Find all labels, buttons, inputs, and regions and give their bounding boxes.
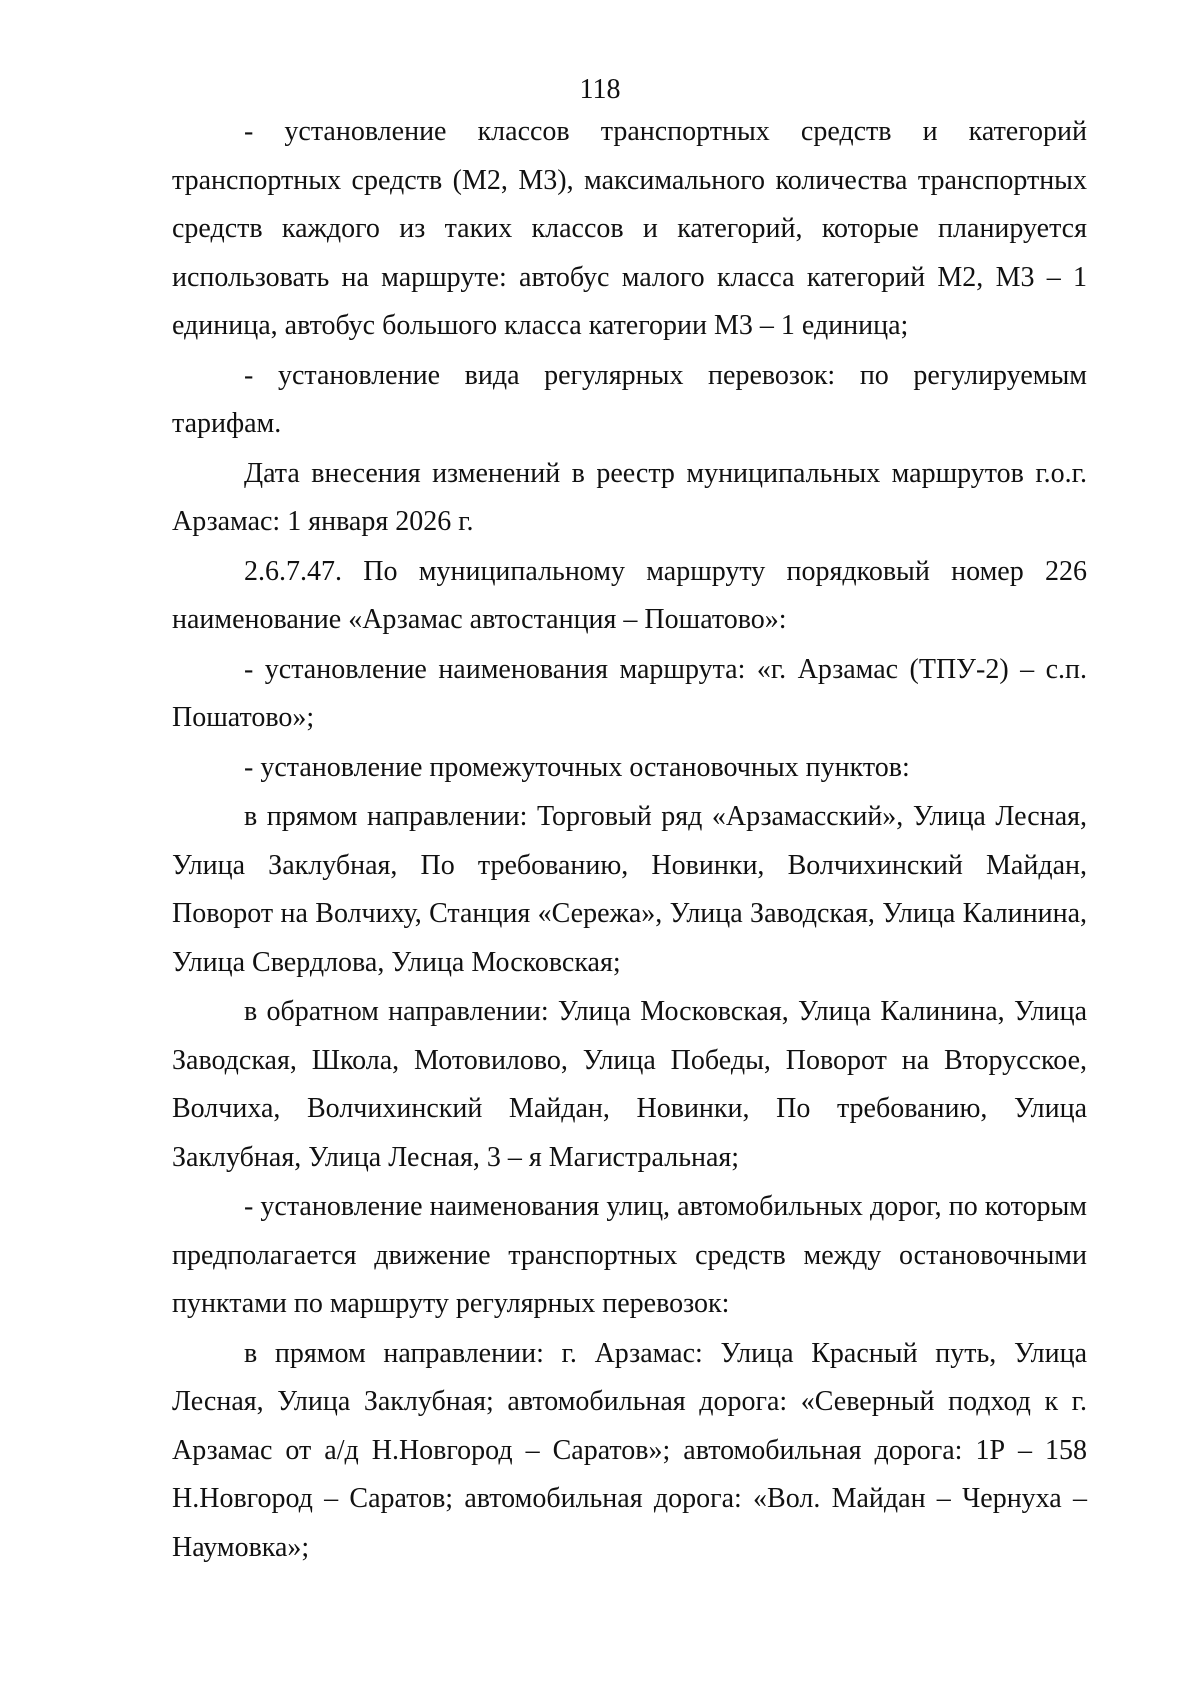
paragraph-streets-roads: - установление наименования улиц, автомобильных дорог, по которым предполагается движение транспортных средств между остановочными пунктами по маршруту регулярных перевозок: bbox=[172, 1191, 1087, 1319]
document-body bbox=[172, 108, 1087, 1573]
paragraph-intermediate-stops: - установление промежуточных остановочных пунктов: bbox=[244, 751, 910, 783]
paragraph-forward-roads: в прямом направлении: г. Арзамас: Улица Красный путь, Улица Лесная, Улица Заклубная; автомобильная дорога: «Северный подход к г. Арзамас от а/д Н.Новгород – Саратов»; автомобильная дорога: 1Р – 158 Н.Новгород – Саратов; автомобильная дорога: «Вол. Майдан – Чернуха – Наумовка»; bbox=[172, 1337, 1087, 1563]
paragraph-transport-type: - установление вида регулярных перевозок: по регулируемым тарифам. bbox=[172, 359, 1087, 439]
paragraph-vehicle-classes: - установление классов транспортных средств и категорий транспортных средств (М2, М3), максимального количества транспортных средств каждого из таких классов и категорий, которые планируется использовать на маршруте: автобус малого класса категорий М2, М3 – 1 единица, автобус большого класса категории М3 – 1 единица; bbox=[172, 116, 1087, 341]
paragraph-route-226: 2.6.7.47. По муниципальному маршруту порядковый номер 226 наименование «Арзамас автостанция – Пошатово»: bbox=[172, 555, 1087, 635]
paragraph-forward-stops: в прямом направлении: Торговый ряд «Арзамасский», Улица Лесная, Улица Заклубная, По требованию, Новинки, Волчихинский Майдан, Поворот на Волчиху, Станция «Сережа», Улица Заводская, Улица Калинина, Улица Свердлова, Улица Московская; bbox=[172, 801, 1087, 978]
page-number: 118 bbox=[579, 74, 621, 105]
paragraph-registry-date: Дата внесения изменений в реестр муниципальных маршрутов г.о.г. Арзамас: 1 января 2026 г. bbox=[172, 457, 1087, 537]
paragraph-reverse-stops: в обратном направлении: Улица Московская, Улица Калинина, Улица Заводская, Школа, Мотовилово, Улица Победы, Поворот на Вторусское, Волчиха, Волчихинский Майдан, Новинки, По требованию, Улица Заклубная, Улица Лесная, 3 – я Магистральная; bbox=[172, 996, 1087, 1173]
paragraph-route-name: - установление наименования маршрута: «г. Арзамас (ТПУ-2) – с.п. Пошатово»; bbox=[172, 653, 1087, 733]
